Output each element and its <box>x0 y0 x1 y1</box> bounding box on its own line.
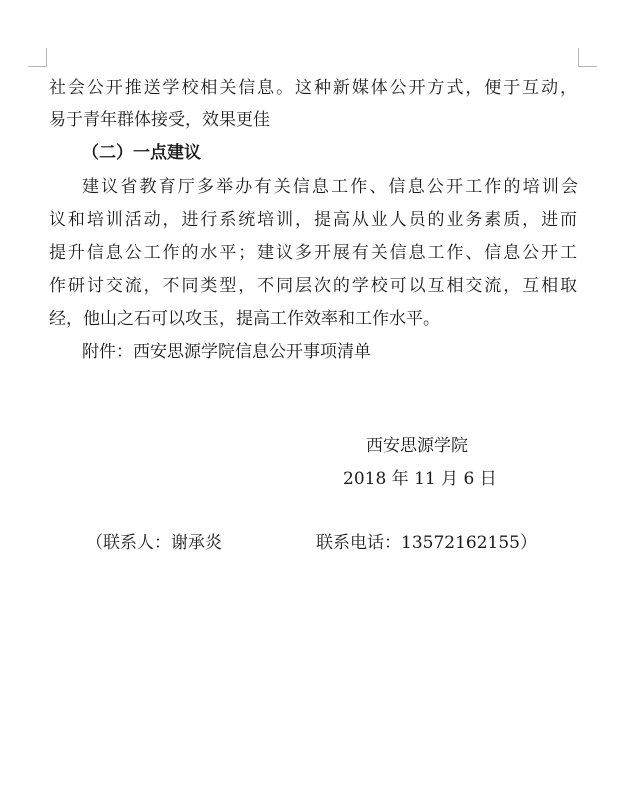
suggestion-line-3: 提升信息公工作的水平；建议多开展有关信息工作、信息公开工 <box>49 243 577 263</box>
contact-person: （联系人：谢承炎 <box>86 533 222 553</box>
suggestion-line-1: 建议省教育厅多举办有关信息工作、信息公开工作的培训会 <box>82 177 578 197</box>
suggestion-line-4: 作研讨交流，不同类型，不同层次的学校可以互相交流，互相取 <box>49 276 577 296</box>
signature-organization: 西安思源学院 <box>366 436 468 456</box>
signature-date: 2018 年 11 月 6 日 <box>343 469 497 489</box>
contact-phone: 联系电话：13572162155） <box>316 533 537 553</box>
section-heading: （二）一点建议 <box>82 143 201 163</box>
continuation-line-1: 社会公开推送学校相关信息。这种新媒体公开方式，便于互动， <box>49 78 577 98</box>
attachment-line: 附件：西安思源学院信息公开事项清单 <box>82 342 371 362</box>
suggestion-line-5: 经，他山之石可以攻玉，提高工作效率和工作水平。 <box>49 309 440 329</box>
suggestion-line-2: 议和培训活动，进行系统培训，提高从业人员的业务素质，进而 <box>49 210 577 230</box>
crop-mark-top-left <box>28 48 47 67</box>
crop-mark-top-right <box>578 48 597 67</box>
continuation-line-2: 易于青年群体接受，效果更佳 <box>49 110 270 130</box>
